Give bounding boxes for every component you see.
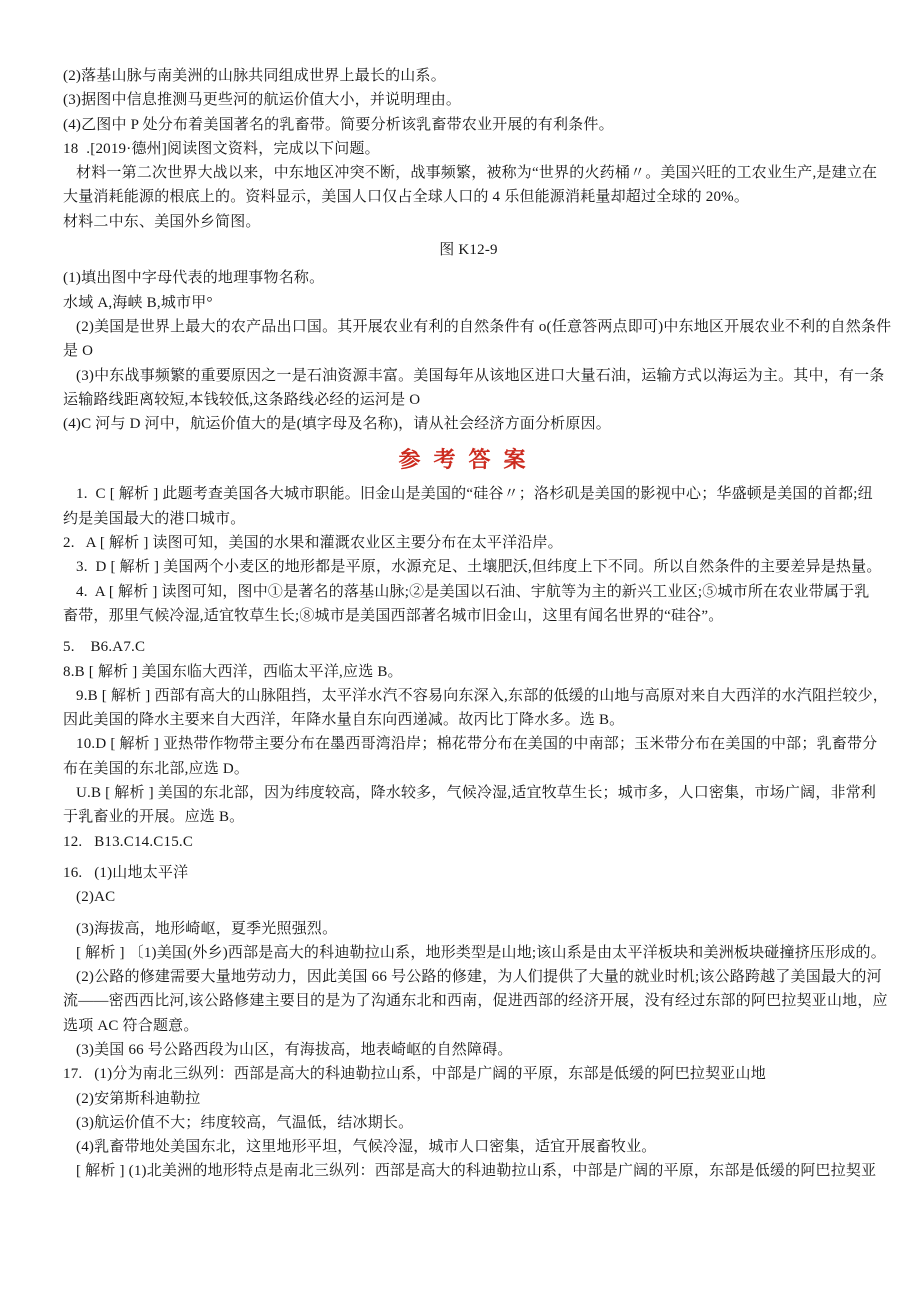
- text-line: 16. (1)山地太平洋: [63, 864, 189, 881]
- text-line: 8.B [ 解析 ] 美国东临大西洋，西临太平洋,应选 B。: [63, 663, 403, 680]
- text-line: 畜带，那里气候冷湿,适宜牧草生长;⑧城市是美国西部著名城市旧金山，这里有闻名世界的“硅谷”。: [63, 607, 724, 624]
- text-line: (2)落基山脉与南美洲的山脉共同组成世界上最长的山系。: [63, 68, 446, 84]
- text-line: 5. B6.A7.C: [63, 639, 146, 656]
- text-line: 1. C [ 解析 ] 此题考查美国各大城市职能。旧金山是美国的“硅谷〃；洛杉矶是美国的影视中心；华盛顿是美国的首都;纽: [76, 486, 873, 503]
- text-line: (1)填出图中字母代表的地理事物名称。: [63, 270, 325, 287]
- text-line: (3)海拔高，地形崎岖，夏季光照强烈。: [76, 920, 338, 937]
- text-line: 9.B [ 解析 ] 西部有高大的山脉阻挡，太平洋水汽不容易向东深入,东部的低缓的山地与高原对来自大西洋的水汽阻拦较少，: [76, 687, 889, 704]
- text-line: 4. A [ 解析 ] 读图可知，图中①是著名的落基山脉;②是美国以石油、宇航等为主的新兴工业区;⑤城市所在农业带属于乳: [76, 583, 870, 600]
- text-line: 于乳畜业的开展。应选 B。: [63, 809, 245, 826]
- text-line: 材料一第二次世界大战以来，中东地区冲突不断，战事频繁，被称为“世界的火药桶〃。美国兴旺的工农业生产,是建立在: [76, 165, 878, 182]
- text-line: 材料二中东、美国外乡简图。: [63, 213, 261, 230]
- text-line: 17. (1)分为南北三纵列：西部是高大的科迪勒拉山系，中部是广阔的平原，东部是低缓的阿巴拉契亚山地: [63, 1066, 766, 1083]
- text-line: (2)美国是世界上最大的农产品出口国。其开展农业有利的自然条件有 o(任意答两点即可)中东地区开展农业不利的自然条件: [76, 318, 892, 335]
- text-line: 运输路线距离较短,本钱较低,这条路线必经的运河是 O: [63, 391, 421, 408]
- text-line: (4)乙图中 P 处分布着美国著名的乳畜带。简要分析该乳畜带农业开展的有利条件。: [63, 116, 614, 133]
- text-line: 水域 A,海峡 B,城市甲°: [63, 294, 213, 311]
- text-line: (3)美国 66 号公路西段为山区，有海拔高，地表崎岖的自然障碍。: [76, 1041, 513, 1058]
- text-line: (3)据图中信息推测马更些河的航运价值大小，并说明理由。: [63, 92, 462, 109]
- text-line: 18 .[2019·德州]阅读图文资料，完成以下问题。: [63, 140, 380, 157]
- text-line: 流——密西西比河,该公路修建主要目的是为了沟通东北和西南，促进西部的经济开展，没有经过东部的阿巴拉契亚山地，应: [63, 993, 888, 1010]
- text-line: 布在美国的东北部,应选 D。: [63, 760, 250, 777]
- text-line: (3)中东战事频繁的重要原因之一是石油资源丰富。美国每年从该地区进口大量石油，运输方式以海运为主。其中，有一条: [76, 367, 885, 384]
- text-line: [ 解析 ] (1)北美洲的地形特点是南北三纵列：西部是高大的科迪勒拉山系，中部是广阔的平原，东部是低缓的阿巴拉契亚: [76, 1163, 877, 1180]
- text-line: (2)公路的修建需要大量地劳动力，因此美国 66 号公路的修建，为人们提供了大量的就业时机;该公路跨越了美国最大的河: [76, 969, 882, 986]
- text-line: (4)C 河与 D 河中，航运价值大的是(填字母及名称)，请从社会经济方面分析原因。: [63, 416, 611, 433]
- text-line: 10.D [ 解析 ] 亚热带作物带主要分布在墨西哥湾沿岸；棉花带分布在美国的中南部；玉米带分布在美国的中部；乳畜带分: [76, 736, 878, 753]
- text-line: (2)安第斯科迪勒拉: [76, 1090, 201, 1107]
- text-line: (2)AC: [76, 889, 116, 906]
- text-line: 12. B13.C14.C15.C: [63, 833, 194, 850]
- text-line: 是 O: [63, 343, 94, 360]
- document-body: [63, 64, 892, 1184]
- text-line: (4)乳畜带地处美国东北，这里地形平坦，气候冷湿，城市人口密集，适宜开展畜牧业。: [76, 1139, 657, 1156]
- text-line: 3. D [ 解析 ] 美国两个小麦区的地形都是平原，水源充足、土壤肥沃,但纬度上下不同。所以自然条件的主要差异是热量。: [76, 559, 882, 576]
- answers-heading: 参考答案: [398, 447, 539, 473]
- text-line: 选项 AC 符合题意。: [63, 1017, 199, 1034]
- text-line: (3)航运价值不大；纬度较高，气温低，结冰期长。: [76, 1114, 414, 1131]
- text-line: [ 解析 ] 〔1)美国(外乡)西部是高大的科迪勒拉山系，地形类型是山地;该山系是由太平洋板块和美洲板块碰撞挤压形成的。: [76, 944, 886, 961]
- text-line: 2. A [ 解析 ] 读图可知，美国的水果和灌溉农业区主要分布在太平洋沿岸。: [63, 535, 563, 552]
- figure-caption: 图 K12-9: [439, 242, 498, 259]
- text-line: 约是美国最大的港口城市。: [63, 510, 246, 527]
- text-line: U.B [ 解析 ] 美国的东北部，因为纬度较高，降水较多，气候冷湿,适宜牧草生长；城市多，人口密集，市场广阔，非常利: [76, 785, 877, 802]
- text-line: 大量消耗能源的根底上的。资料显示，美国人口仅占全球人口的 4 乐但能源消耗量却超过全球的 20%。: [63, 189, 750, 206]
- text-line: 因此美国的降水主要来自大西洋，年降水量自东向西递减。故丙比丁降水多。选 B。: [63, 712, 625, 729]
